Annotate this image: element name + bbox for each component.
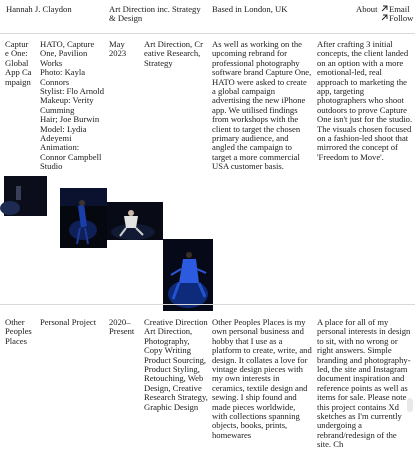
- about-link[interactable]: About: [356, 4, 378, 14]
- campaign-photo[interactable]: [163, 239, 213, 311]
- project-row[interactable]: [0, 33, 415, 303]
- site-role: Art Direction inc. Strategy & Design: [109, 4, 201, 24]
- site-location: Based in London, UK: [212, 4, 288, 14]
- project-credits: HATO, Capture One, Pavilion Works Photo: Kayla Connors Stylist: Flo Arnold Makeup: Verity Cumming Hair; Joe Burwin Model: Lydia Adeyemi Animation: Connor Campbell Studio: [40, 39, 104, 172]
- project-title: Capture One: Global App Campaign: [5, 39, 32, 87]
- project-notes: A place for all of my personal interests in design to sit, with no wrong or right answers. Simple branding and photography-led, the site and Instagram document inspiration and reference points as well as items for sale. Please note this project contains Xd sketches as I'm currently undergoing a rebrand/redesign of the site. Ch: [317, 317, 411, 450]
- campaign-photo[interactable]: [60, 188, 107, 248]
- project-notes: After crafting 3 initial concepts, the client landed on an option with a more emotional-led, real approach to marketing the app, targeting photographers who shoot outdoors to prove Capture One isn't just for the studio. The visuals chosen focused on a fashion-led shoot that mirrored the concept of 'Freedom to Move'.: [317, 39, 413, 162]
- project-date: 2020– Present: [109, 317, 135, 337]
- project-date: May 2023: [109, 39, 127, 59]
- project-disciplines: Art Direction, Creative Research, Strategy: [144, 39, 203, 68]
- project-description: Other Peoples Places is my own personal business and hobby that I use as a platform to create, write, and design. It collates a love for vintage design pieces with my own interests in ceramics, textile design and sewing. I ship found and made pieces worldwide, with collections spanning objects, books, prints, homewares: [212, 317, 312, 440]
- campaign-photo[interactable]: [4, 176, 47, 216]
- follow-link-label: Follow: [389, 13, 414, 23]
- scrollbar-thumb[interactable]: [407, 398, 413, 412]
- project-title: Other Peoples Places: [5, 317, 32, 346]
- site-header: [0, 0, 415, 26]
- project-disciplines: Creative Direction Art Direction, Photography, Copy Writing Product Sourcing, Product Styling, Retouching, Web Design, Creative Research Strategy, Graphic Design: [144, 317, 208, 412]
- site-name-link[interactable]: Hannah J. Claydon: [6, 4, 72, 14]
- project-row[interactable]: [0, 304, 415, 450]
- arrow-up-right-icon: [381, 14, 389, 23]
- campaign-photo[interactable]: [107, 202, 163, 240]
- follow-link[interactable]: [381, 14, 413, 23]
- arrow-up-right-icon: [381, 5, 389, 14]
- email-link-label: Email: [389, 4, 410, 14]
- project-description: As well as working on the upcoming rebrand for professional photography software brand Capture One, HATO were asked to create a global campaign advertising the new iPhone app. We utilised findings from workshops with the client to target the chosen primary audience, and angled the campaign to target a more commercial USA customer basis.: [212, 39, 312, 172]
- project-credits: Personal Project: [40, 317, 97, 327]
